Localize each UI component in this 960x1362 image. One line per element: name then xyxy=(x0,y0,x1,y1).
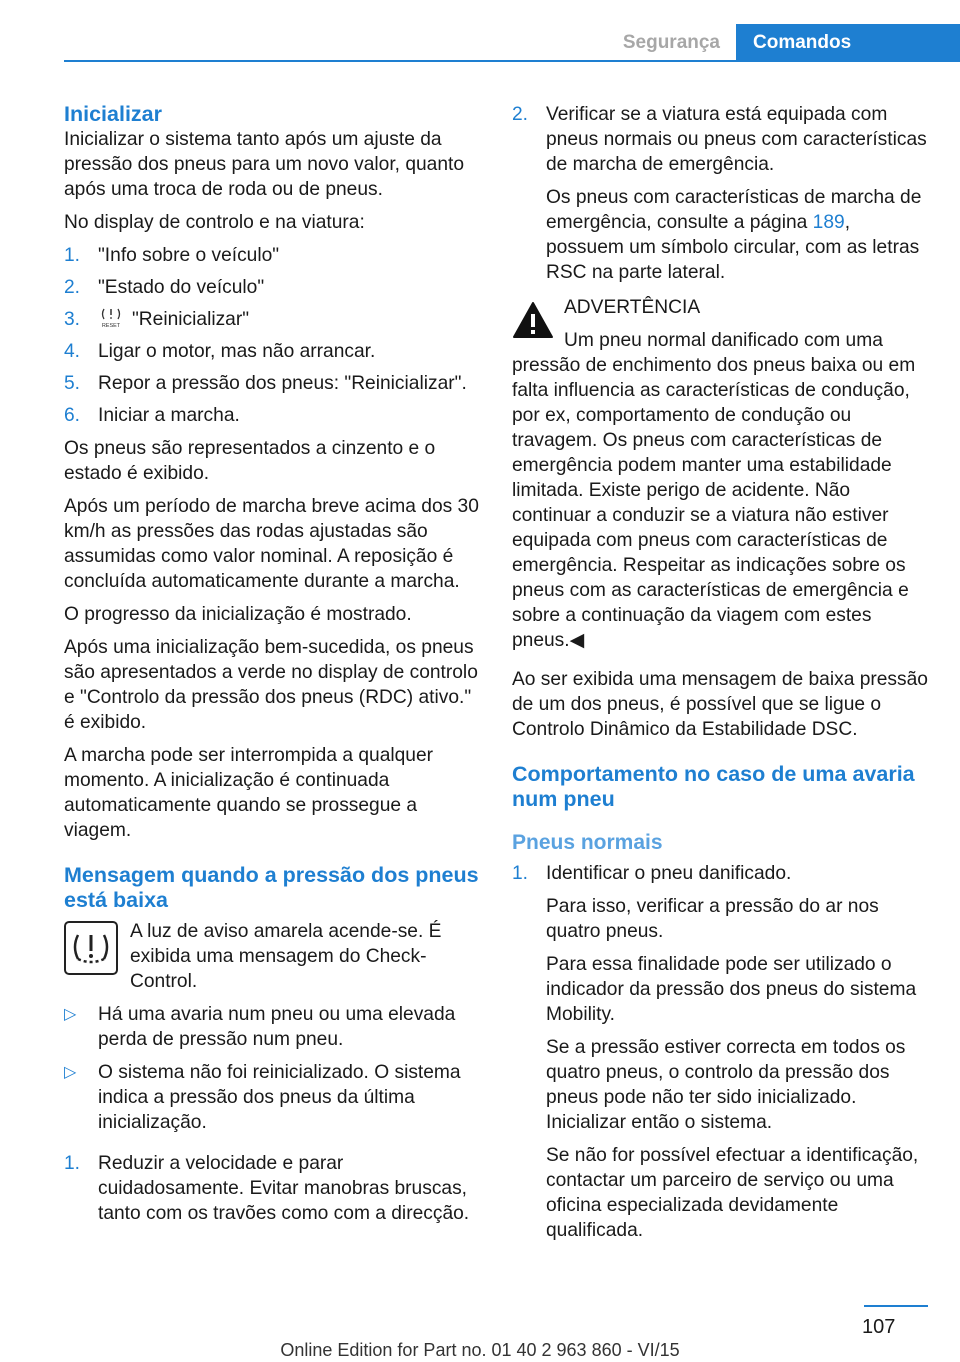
page-number: 107 xyxy=(862,1316,896,1338)
list-item: 2. Verificar se a viatura está equipada com pneus normais ou pneus com características de marcha de emergência. Os pneus com características de marcha de emergência, consulte a página 189, possuem um símbolo circular, com as letras RSC na parte lateral. xyxy=(512,104,927,283)
list-item: ▷ Há uma avaria num pneu ou uma elevada perda de pressão num pneu. xyxy=(64,1004,456,1050)
cause-list xyxy=(64,1002,480,1135)
warning-title: ADVERTÊNCIA xyxy=(564,297,701,318)
list-item: 2. "Estado do veículo" xyxy=(64,277,265,298)
init-steps-list xyxy=(64,243,480,428)
warning-light-block xyxy=(64,919,480,994)
section-tab-comandos[interactable]: Comandos xyxy=(736,24,960,62)
paragraph: Os pneus são representados a cinzento e o estado é exibido. xyxy=(64,438,436,484)
list-item: 1. Identificar o pneu danificado. Para isso, verificar a pressão do ar nos quatro pneus. Para essa finalidade pode ser utilizado o indicador da pressão dos pneus do sistema Mobility. Se a pressão estiver correcta em todos os quatro pneus, o controlo da pressão dos pneus pode não ter sido inicializado. Inicializar então o sistema. Se não for possível efectuar a identificação, contactar um parceiro de serviço ou uma oficina especializada devidamente qualificada. xyxy=(512,863,919,1241)
heading-inicializar: Inicializar xyxy=(64,102,162,126)
footer-rule xyxy=(864,1305,928,1307)
list-item: 1. Reduzir a velocidade e parar cuidadosamente. Evitar manobras bruscas, tanto com os travões como com a direcção. xyxy=(64,1153,470,1224)
list-item: 3. RESET "Reinicializar" xyxy=(64,309,250,330)
list-item: 1. "Info sobre o veículo" xyxy=(64,245,280,266)
paragraph: Inicializar o sistema tanto após um ajuste da pressão dos pneus para um novo valor, quanto após uma troca de roda ou de pneus. xyxy=(64,129,465,200)
heading-normal-tires: Pneus normais xyxy=(512,831,663,854)
edition-footer: Online Edition for Part no. 01 40 2 963 860 - VI/15 xyxy=(280,1340,680,1360)
warning-text: Um pneu normal danificado com uma pressão de enchimento dos pneus baixa ou em falta influencia as características de condução, por ex, comportamento de condução ou travagem. Os pneus com características de emergência podem manter uma estabilidade limitada. Existe perigo de acidente. Não continuar a conduzir se a viatura não estiver equipada com pneus com características de emergência. Respeitar as indicações sobre os pneus com as características de emergência e sobre a continuação da viagem com estes pneus.◀ xyxy=(512,330,916,651)
warning-light-text: A luz de aviso amarela acende-se. É exibida uma mensagem do Check-Control. xyxy=(130,921,442,992)
paragraph: Ao ser exibida uma mensagem de baixa pressão de um dos pneus, é possível que se ligue o Controlo Dinâmico da Estabilidade DSC. xyxy=(512,669,928,740)
list-item: 6. Iniciar a marcha. xyxy=(64,405,240,426)
warning-triangle-icon xyxy=(512,301,554,339)
triangle-bullet-icon: ▷ xyxy=(64,1006,77,1023)
svg-text:RESET: RESET xyxy=(101,323,121,329)
paragraph: Após uma inicialização bem-sucedida, os pneus são apresentados a verde no display de controlo e "Controlo da pressão dos pneus (RDC) ativo." é exibido. xyxy=(64,637,478,733)
header-rule xyxy=(64,60,960,62)
left-column xyxy=(64,102,480,1234)
normal-tires-steps xyxy=(512,861,928,1243)
heading-tire-failure: Comportamento no caso de uma avaria num pneu xyxy=(512,762,915,811)
list-item: 5. Repor a pressão dos pneus: "Reinicializar". xyxy=(64,373,467,394)
check-steps-list xyxy=(512,102,928,285)
triangle-bullet-icon: ▷ xyxy=(64,1064,77,1081)
action-steps-list xyxy=(64,1151,480,1226)
paragraph: A marcha pode ser interrompida a qualquer momento. A inicialização é continuada automaticamente quando se prossegue a viagem. xyxy=(64,745,434,841)
list-item: ▷ O sistema não foi reinicializado. O sistema indica a pressão dos pneus da última inicialização. xyxy=(64,1062,461,1133)
heading-low-pressure-message: Mensagem quando a pressão dos pneus está baixa xyxy=(64,863,479,912)
list-item: 4. Ligar o motor, mas não arrancar. xyxy=(64,341,376,362)
tire-reset-icon xyxy=(98,307,124,329)
page-reference-link[interactable]: 189 xyxy=(812,212,845,233)
paragraph: Os pneus com características de marcha de emergência, consulte a página 189, possuem um símbolo circular, com as letras RSC na parte lateral. xyxy=(546,187,922,283)
section-tab-seguranca[interactable]: Segurança xyxy=(622,32,720,53)
page-header xyxy=(64,24,960,62)
tire-pressure-warning-icon xyxy=(64,921,118,975)
paragraph: No display de controlo e na viatura: xyxy=(64,212,365,233)
warning-block xyxy=(512,295,928,653)
paragraph: O progresso da inicialização é mostrado. xyxy=(64,604,412,625)
paragraph: Após um período de marcha breve acima dos 30 km/h as pressões das rodas ajustadas são assumidas como valor nominal. A reposição é concluída automaticamente durante a marcha. xyxy=(64,496,479,592)
right-column xyxy=(512,102,928,1251)
